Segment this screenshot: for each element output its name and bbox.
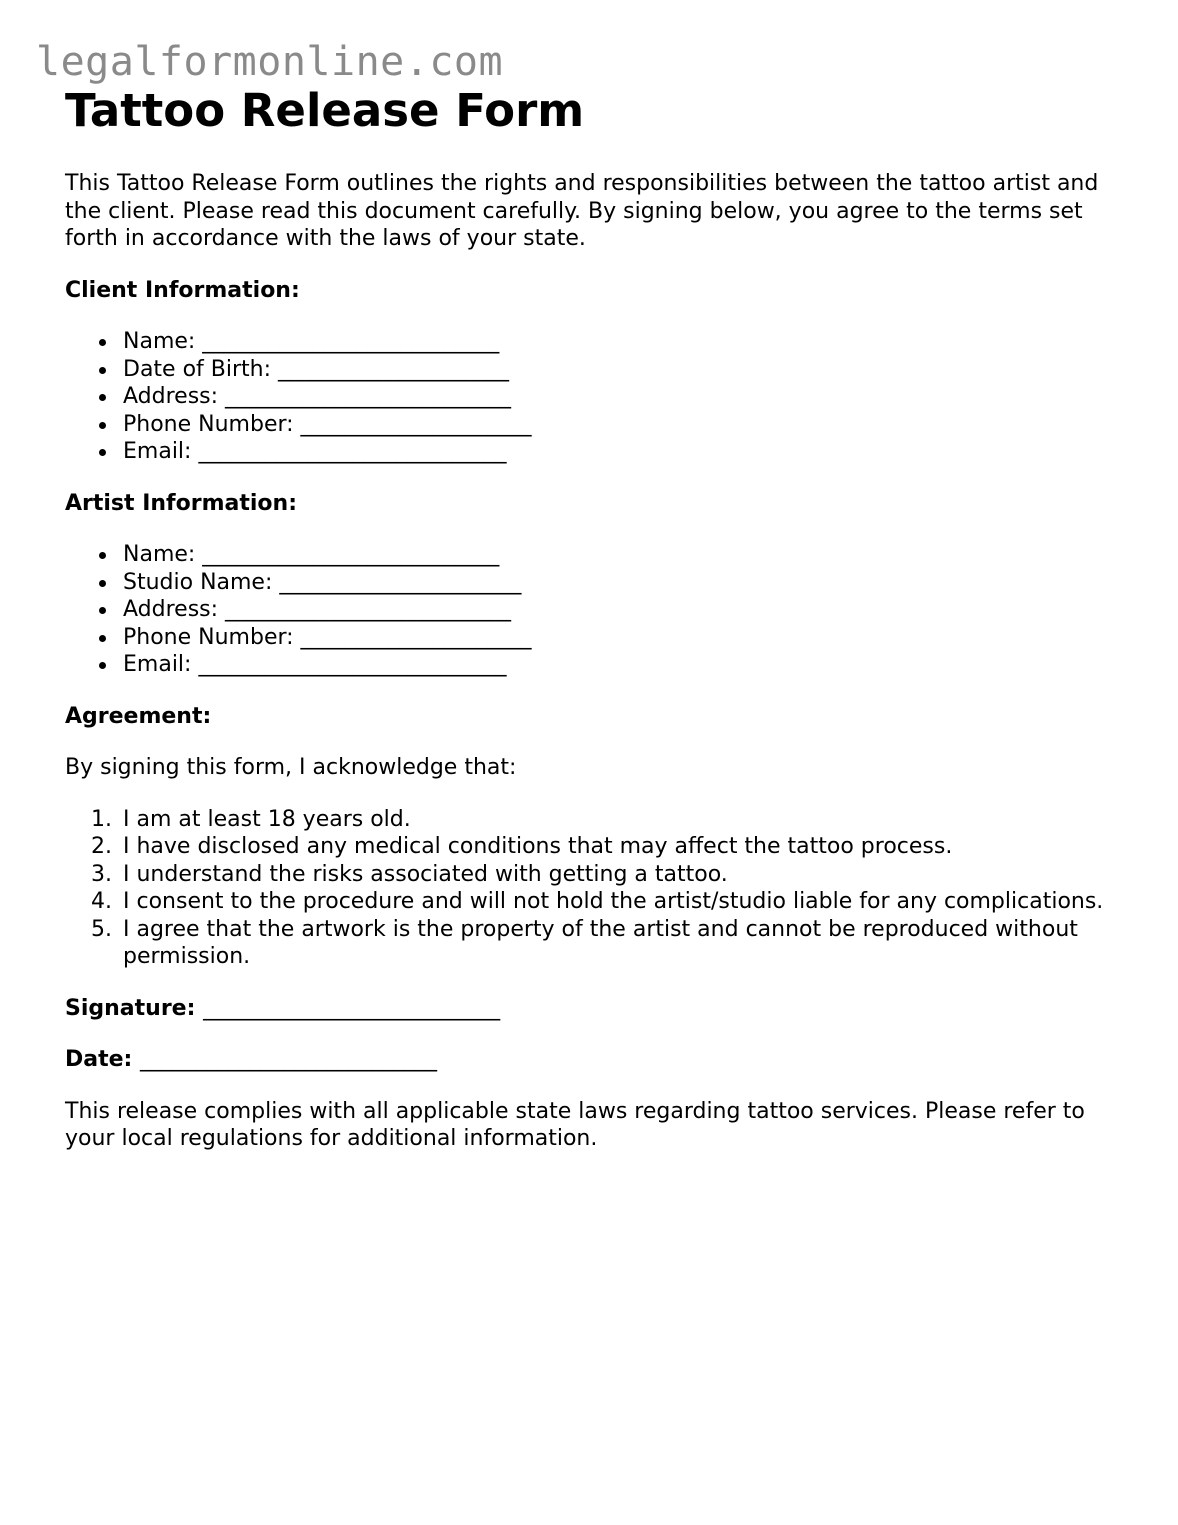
agreement-term bbox=[65, 833, 1125, 861]
site-watermark: legalformonline.com bbox=[36, 39, 504, 85]
agreement-term bbox=[65, 888, 1125, 916]
term-number: 1. bbox=[91, 806, 112, 832]
date-label: Date: bbox=[65, 1047, 133, 1072]
client-phone-field: Phone Number: _____________________ bbox=[123, 411, 1125, 439]
form-document bbox=[65, 82, 1125, 1153]
agreement-lead: By signing this form, I acknowledge that: bbox=[65, 755, 517, 780]
page-title: Tattoo Release Form bbox=[65, 84, 585, 137]
client-info-list bbox=[65, 328, 1125, 466]
signature-line bbox=[65, 995, 1125, 1023]
artist-studio-field: Studio Name: ______________________ bbox=[123, 569, 1125, 597]
term-number: 2. bbox=[91, 834, 112, 859]
artist-phone-field: Phone Number: _____________________ bbox=[123, 624, 1125, 652]
signature-blank: ___________________________ bbox=[203, 995, 501, 1021]
client-address-field: Address: __________________________ bbox=[123, 383, 1125, 411]
agreement-terms-list bbox=[65, 806, 1125, 971]
date-line bbox=[65, 1046, 1125, 1074]
term-text: I have disclosed any medical conditions that may affect the tattoo process. bbox=[123, 834, 953, 859]
term-text: I understand the risks associated with getting a tattoo. bbox=[123, 861, 728, 887]
term-number: 4. bbox=[91, 889, 112, 914]
term-number: 5. bbox=[91, 916, 112, 942]
compliance-note: This release complies with all applicable state laws regarding tattoo services. Please refer to your local regulations for additional information. bbox=[65, 1098, 1085, 1151]
agreement-term bbox=[65, 806, 1125, 834]
term-text: I consent to the procedure and will not hold the artist/studio liable for any complications. bbox=[123, 889, 1104, 914]
artist-address-field: Address: __________________________ bbox=[123, 596, 1125, 624]
term-number: 3. bbox=[91, 861, 112, 887]
artist-email-field: Email: ____________________________ bbox=[123, 651, 1125, 679]
client-dob-field: Date of Birth: _____________________ bbox=[123, 356, 1125, 384]
agreement-term bbox=[65, 916, 1125, 971]
artist-info-list bbox=[65, 541, 1125, 679]
term-text: I am at least 18 years old. bbox=[123, 806, 411, 832]
date-blank: ___________________________ bbox=[140, 1047, 438, 1072]
client-info-heading: Client Information: bbox=[65, 277, 300, 303]
signature-label: Signature: bbox=[65, 995, 196, 1021]
artist-info-heading: Artist Information: bbox=[65, 490, 297, 516]
artist-name-field: Name: ___________________________ bbox=[123, 541, 1125, 569]
term-text: I agree that the artwork is the property of the artist and cannot be reproduced without permission. bbox=[123, 916, 1078, 969]
intro-paragraph: This Tattoo Release Form outlines the rights and responsibilities between the tattoo artist and the client. Please read this document carefully. By signing below, you agree to the terms set forth in accordance with the laws of your state. bbox=[65, 171, 1099, 251]
agreement-term bbox=[65, 861, 1125, 889]
client-email-field: Email: ____________________________ bbox=[123, 438, 1125, 466]
agreement-heading: Agreement: bbox=[65, 703, 212, 729]
client-name-field: Name: ___________________________ bbox=[123, 328, 1125, 356]
